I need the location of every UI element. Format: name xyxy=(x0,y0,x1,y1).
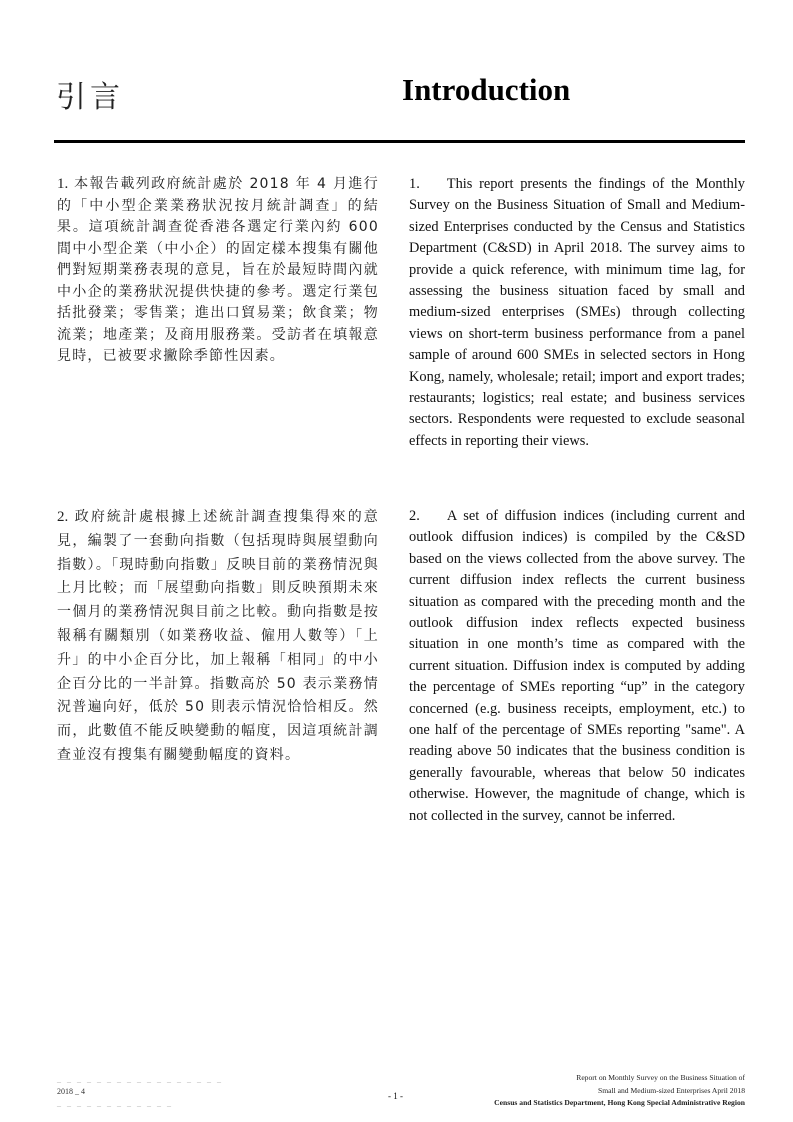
footer-report-title-line1: Report on Monthly Survey on the Business Situation of xyxy=(576,1073,745,1082)
paragraph-2-chinese xyxy=(57,506,379,768)
paragraph-number: 2. xyxy=(409,508,420,524)
page-number: - 1 - xyxy=(388,1091,403,1101)
footer-left xyxy=(57,1075,223,1109)
paragraph-text: 本報告載列政府統計處於 2018 年 4 月進行的「中小型企業業務狀況按月統計調查」的結果。這項統計調查從香港各選定行業內約 600 間中小型企業（中小企）的固定樣本搜集有關他們對短期業務表現的意見，旨在於最短時間內就中小企的業務狀況提供快捷的參考。選定行業包括批發業；零售業；進出口貿易業；飲食業；物流業；地產業；及商用服務業。受訪者在填報意見時，已被要求撇除季節性因素。 xyxy=(57,176,379,364)
page-title-chinese: 引言 xyxy=(56,80,124,115)
footer-dashes-bottom: _ _ _ _ _ _ _ _ _ _ _ _ xyxy=(57,1099,173,1108)
paragraph-number: 1. xyxy=(409,176,420,192)
paragraph-1-chinese xyxy=(57,174,379,368)
paragraph-text: This report presents the findings of the Monthly Survey on the Business Situation of Small and Medium-sized Enterprises conducted by the Census and Statistics Department (C&SD) in April 2018. The survey aims to provide a quick reference, with minimum time lag, for assessing the business situation faced by small and medium-sized enterprises (SMEs) through collecting views on short-term business performance from a panel sample of around 600 SMEs in selected sectors in Hong Kong, namely, wholesale; retail; import and export trades; restaurants; logistics; real estate; and business services sectors. Respondents were requested to exclude seasonal effects in reporting their views. xyxy=(409,176,745,449)
footer-organization: Census and Statistics Department, Hong Kong Special Administrative Region xyxy=(494,1098,745,1107)
paragraph-2-english xyxy=(409,506,745,827)
page-title-english: Introduction xyxy=(402,72,571,107)
paragraph-text: A set of diffusion indices (including current and outlook diffusion indices) is compiled by the C&SD based on the views collected from the above survey. The current diffusion index reflects the current business situation as compared with the preceding month and the outlook diffusion index reflects expected business situation in one month’s time as compared with the current situation. Diffusion index is computed by adding the percentage of SMEs reporting “up” in the category concerned (e.g. business receipts, employment, etc.) to one half of the percentage of SMEs reporting "same". A reading above 50 indicates that the business condition is generally favourable, whereas that below 50 indicates otherwise. However, the magnitude of change, which is not collected in the survey, cannot be inferred. xyxy=(409,508,745,824)
paragraph-text: 政府統計處根據上述統計調查搜集得來的意見，編製了一套動向指數（包括現時與展望動向指數）。「現時動向指數」反映目前的業務情況與上月比較；而「展望動向指數」則反映預期未來一個月的業務情況與目前之比較。動向指數是按報稱有關類別（如業務收益、僱用人數等）「上升」的中小企百分比，加上報稱「相同」的中小企百分比的一半計算。指數高於 50 表示業務情況普遍向好，低於 50 則表示情況恰恰相反。然而，此數值不能反映變動的幅度，因這項統計調查並沒有搜集有關變動幅度的資料。 xyxy=(57,509,379,763)
footer-date: 2018 _ 4 xyxy=(57,1087,85,1096)
footer-report-title-line2: Small and Medium-sized Enterprises April 2018 xyxy=(598,1085,745,1095)
header-rule xyxy=(54,140,745,143)
footer-right xyxy=(494,1072,745,1110)
paragraph-number: 2. xyxy=(57,509,69,525)
paragraph-number: 1. xyxy=(57,176,69,192)
paragraph-1-english xyxy=(409,174,745,452)
footer-dashes-top: _ _ _ _ _ _ _ _ _ _ _ _ _ _ _ _ _ xyxy=(57,1075,223,1084)
